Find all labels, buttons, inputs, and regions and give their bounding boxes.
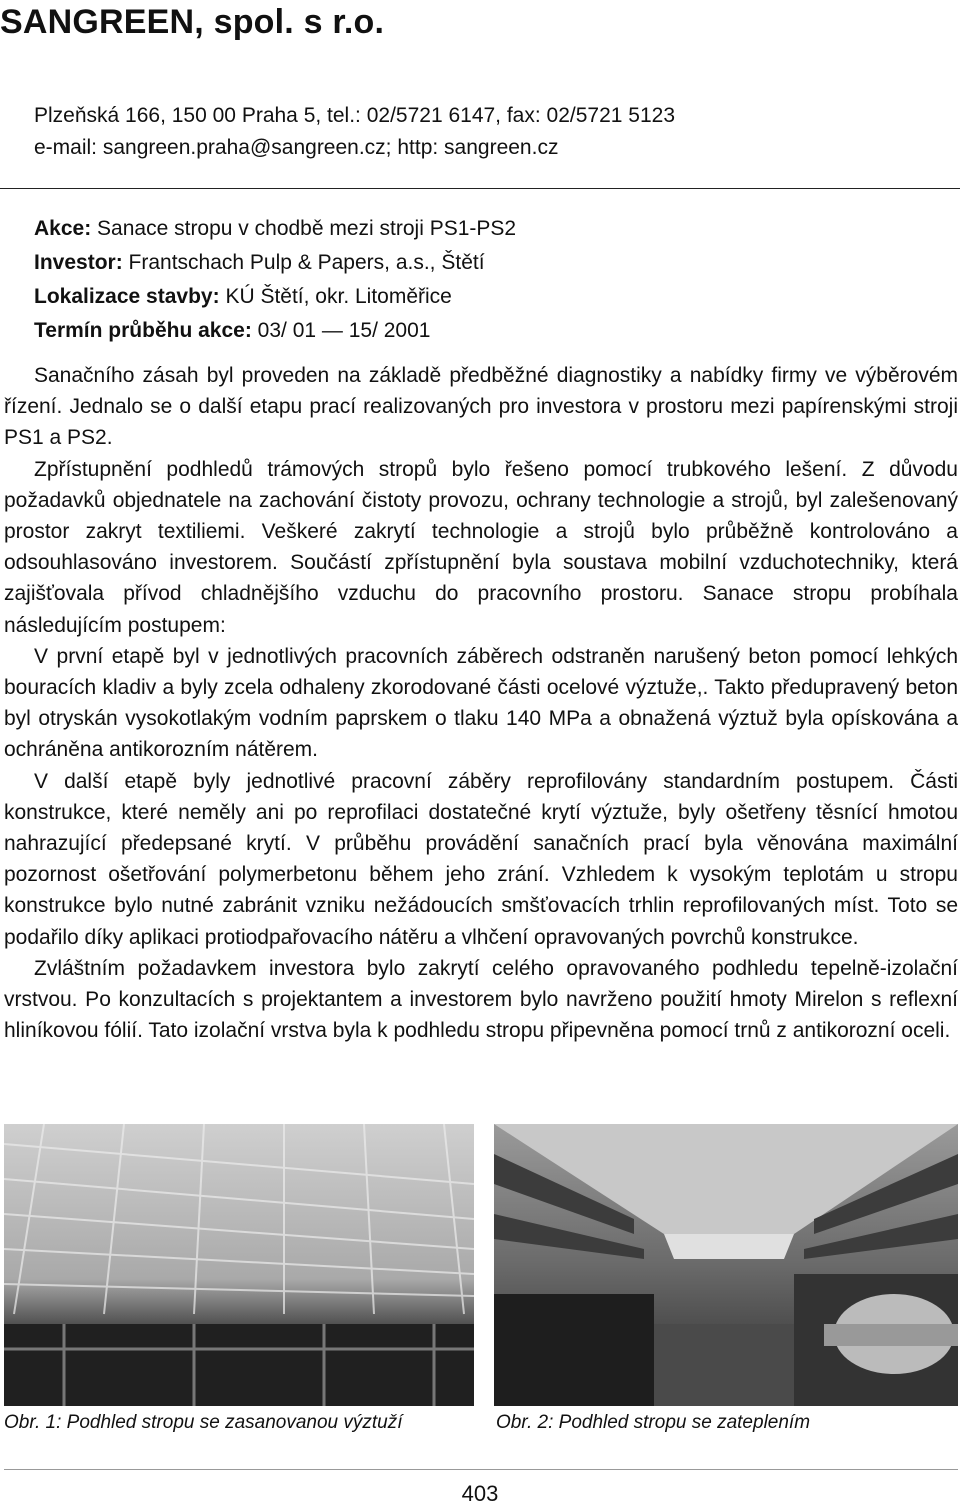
- paragraph-access: Zpřístupnění podhledů trámových stropů bylo řešeno pomocí trubkového lešení. Z důvodu požadavků objednatele na zachování čistoty provozu, ochrany technologie a strojů, byl zalešenovaný prostor zakryt textiliemi. Veškeré zakrytí technologie a strojů bylo průběžně kontrolováno a odsouhlasováno investorem. Součástí zpřístupnění byla soustava mobilní vzduchotechniky, která zajišťovala přívod chladnějšího vzduchu do pracovního prostoru. Sanace stropu probíhala následujícím postupem:: [4, 457, 958, 637]
- location-row: [34, 280, 934, 314]
- company-name: SANGREEN, spol. s r.o.: [0, 3, 385, 41]
- investor-label: Investor:: [34, 251, 123, 274]
- investor-value: Frantschach Pulp & Papers, a.s., Štětí: [128, 251, 485, 274]
- term-row: [34, 314, 934, 348]
- location-value: KÚ Štětí, okr. Litoměřice: [225, 285, 452, 308]
- action-row: [34, 212, 934, 246]
- footer-divider: [4, 1469, 958, 1470]
- contact-block: [34, 100, 934, 164]
- header-divider: [0, 188, 960, 189]
- article-body: [4, 360, 958, 1046]
- photo-ceiling-insulation-image: [494, 1124, 958, 1406]
- figure-caption-1: Obr. 1: Podhled stropu se zasanovanou výztuží: [4, 1412, 403, 1433]
- paragraph-insulation: Zvláštním požadavkem investora bylo zakrytí celého opravovaného podhledu tepelně-izolační vrstvou. Po konzultacích s projektantem a investorem bylo navrženo použití hmoty Mirelon s reflexní hliníkovou fólií. Tato izolační vrstva byla k podhledu stropu připevněna pomocí trnů z antikorozní oceli.: [4, 956, 958, 1043]
- location-label: Lokalizace stavby:: [34, 285, 220, 308]
- investor-row: [34, 246, 934, 280]
- photo-ceiling-reinforcement: [4, 1124, 474, 1406]
- photo-ceiling-insulation: [494, 1124, 958, 1406]
- project-info: [34, 212, 934, 348]
- term-value: 03/ 01 — 15/ 2001: [257, 319, 431, 342]
- action-label: Akce:: [34, 217, 92, 240]
- contact-line: e-mail: sangreen.praha@sangreen.cz; http: sangreen.cz: [34, 136, 559, 159]
- figure-caption-2: Obr. 2: Podhled stropu se zateplením: [496, 1412, 811, 1433]
- action-value: Sanace stropu v chodbě mezi stroji PS1-PS2: [97, 217, 517, 240]
- paragraph-intro: Sanačního zásah byl proveden na základě předběžné diagnostiky a nabídky firmy ve výběrovém řízení. Jednalo se o další etapu prací realizovaných pro investora v prostoru mezi papírenskými stroji PS1 a PS2.: [4, 364, 958, 450]
- photo-ceiling-reinforcement-image: [4, 1124, 474, 1406]
- paragraph-stage-one: V první etapě byl v jednotlivých pracovních záběrech odstraněn narušený beton pomocí lehkých bouracích kladiv a byly zcela odhaleny zkorodované části ocelové výztuže,. Takto předupravený beton byl otryskán vysokotlakým vodním paprskem o tlaku 140 MPa a obnažená výztuž byla opískována a ochráněna antikorozním nátěrem.: [4, 644, 958, 762]
- address-line: Plzeňská 166, 150 00 Praha 5, tel.: 02/5721 6147, fax: 02/5721 5123: [34, 104, 675, 127]
- page-number: 403: [461, 1481, 499, 1506]
- paragraph-stage-two: V další etapě byly jednotlivé pracovní záběry reprofilovány standardním postupem. Části konstrukce, které neměly ani po reprofilaci dostatečné krytí výztuže, byly ošetřeny těsnící hmotou nahrazující předepsané krytí. V průběhu provádění sanačních prací byla věnována maximální pozornost ošetřování polymerbetonu během jeho zrání. Vzhledem k vysokým teplotám u stropu konstrukce bylo nutné zabránit vzniku nežádoucích smšťovacích trhlin reprofilovaných míst. Toto se podařilo díky aplikaci protiodpařovacího nátěru a vlhčení opravovaných povrchů konstrukce.: [4, 769, 958, 949]
- term-label: Termín průběhu akce:: [34, 319, 252, 342]
